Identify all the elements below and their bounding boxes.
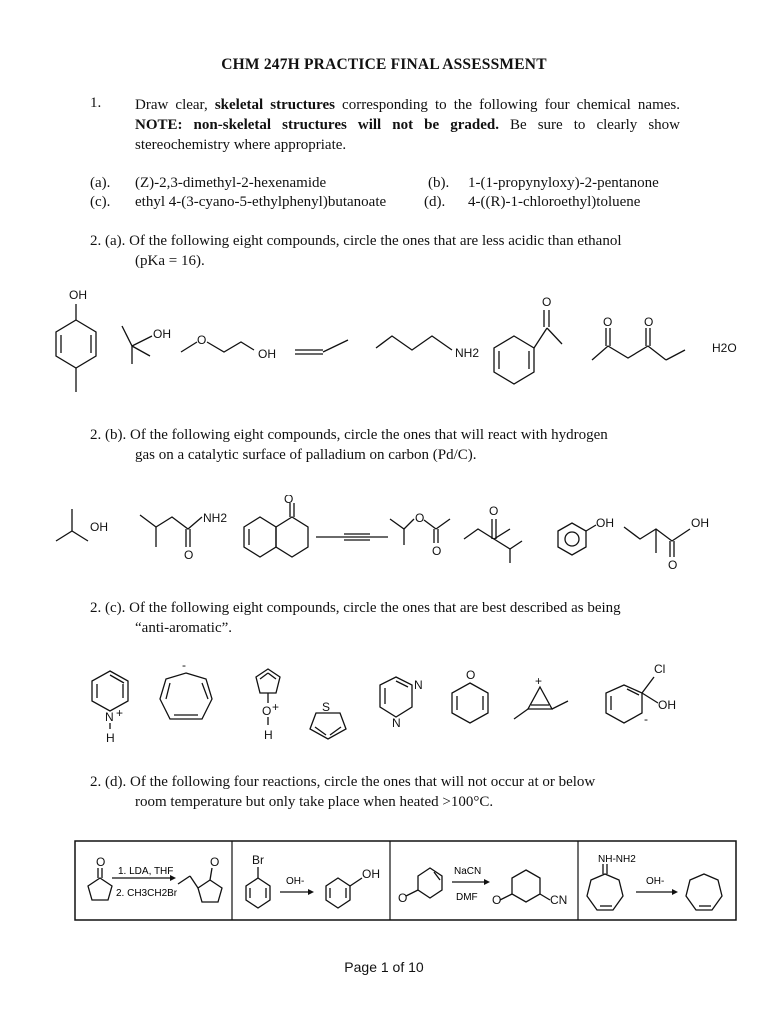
r3-reagent1: NaCN [454, 866, 482, 877]
q1-text-c: corresponding to the following four chemical names. [334, 97, 680, 113]
q2b-label-oh1: OH [90, 520, 108, 534]
r1-step2: 2. CH3CH2Br [116, 888, 178, 899]
q2a-label-o4: O [644, 315, 654, 329]
r1-o2: O [210, 855, 220, 869]
q2c-label-minus1: - [182, 658, 186, 672]
q2c-label-o2: O [466, 668, 476, 682]
part-a-label: (a). [90, 175, 111, 191]
q2a-label-o3: O [603, 315, 613, 329]
reaction-3 [398, 866, 567, 907]
q2c-label-minus2: - [644, 712, 648, 726]
q1-text-d: NOTE: non-skeletal structures will not be graded. [135, 117, 499, 133]
q2c-label-s: S [322, 700, 331, 714]
phenol-structure [558, 516, 614, 555]
part-d-name: 4-((R)-1-chloroethyl)toluene [468, 194, 641, 210]
q2b-structures [40, 495, 760, 575]
q2c-label-plus3: + [535, 674, 543, 688]
q2a-label-oh1: OH [69, 288, 87, 302]
tert-butanol-structure [122, 326, 171, 364]
r3-o2: O [492, 893, 502, 907]
r4-reagent: OH- [646, 876, 665, 887]
q2d-text [90, 772, 682, 812]
r4-nhnh2: NH-NH2 [598, 854, 636, 865]
q2c-label-o1: O [262, 704, 272, 718]
isopropyl-acetate-structure [390, 511, 450, 558]
q2d-line2: room temperature but only take place when heated >100°C. [135, 794, 494, 810]
cyclohexadienyl-anion-structure [606, 662, 676, 726]
q2c-label-plus1: + [116, 706, 124, 720]
q2d-line1: 2. (d). Of the following four reactions, circle the ones that will not occur at or below [90, 774, 596, 790]
p-cresol-structure [56, 288, 96, 392]
q2c-text [90, 598, 682, 638]
r3-o1: O [398, 891, 408, 905]
oxonium-furan-structure [256, 669, 280, 742]
q2b-label-o5: O [489, 504, 499, 518]
methylbutanamide-structure [140, 511, 227, 562]
question-1-text [135, 95, 680, 155]
q2b-label-o4: O [432, 544, 442, 558]
isobutanol-structure [56, 509, 108, 541]
r3-reagent2: DMF [456, 892, 478, 903]
page-title: CHM 247H PRACTICE FINAL ASSESSMENT [221, 56, 547, 73]
q2b-label-oh2: OH [596, 516, 614, 530]
r3-cn: CN [550, 893, 568, 907]
q2c-label-n1: N [105, 710, 114, 724]
q2c-label-cl: Cl [654, 662, 666, 676]
q2b-label-o7: O [668, 558, 678, 572]
q2a-label-h2o: H2O [712, 341, 737, 355]
tetralone-structure [244, 495, 308, 557]
pentylamine-structure [376, 336, 479, 360]
q2c-line1: 2. (c). Of the following eight compounds, circle the ones that are best described as being [90, 600, 621, 616]
r2-reagent: OH- [286, 876, 305, 887]
reaction-table [74, 840, 738, 922]
q2a-line2: (pKa = 16). [135, 253, 205, 269]
pyridinium-structure [92, 671, 128, 745]
q2a-structures [40, 280, 760, 400]
q2b-label-o1: O [184, 548, 194, 562]
q2a-label-oh2: OH [153, 327, 171, 341]
r2-br: Br [252, 853, 264, 867]
part-d-label: (d). [424, 194, 446, 210]
q2b-line1: 2. (b). Of the following eight compounds, circle the ones that will react with hydrogen [90, 427, 608, 443]
part-c-name: ethyl 4-(3-cyano-5-ethylphenyl)butanoate [135, 194, 387, 210]
methylpentanoic-acid-structure [40, 495, 709, 572]
methylpentanone-structure [464, 504, 522, 563]
r2-oh: OH [362, 867, 380, 881]
part-b-label: (b). [428, 175, 450, 191]
q2b-label-o2: O [284, 495, 294, 506]
reaction-4 [587, 854, 722, 910]
q2c-label-plus2: + [272, 700, 280, 714]
q2b-label-oh3: OH [691, 516, 709, 530]
methoxyethanol-structure [181, 333, 276, 361]
reaction-1 [88, 855, 222, 902]
part-b-name: 1-(1-propynyloxy)-2-pentanone [468, 175, 659, 191]
q1-text-b: skeletal structures [214, 97, 335, 113]
q2c-label-oh: OH [658, 698, 676, 712]
q2a-label-o1: O [197, 333, 207, 347]
pyran-structure [452, 668, 488, 723]
q2a-label-nh2: NH2 [455, 346, 480, 360]
q1-text-e: Be sure to clearly show stereochemistry where appropriate. [135, 117, 680, 153]
thiophene-structure [310, 700, 346, 739]
q2c-label-h1: H [106, 731, 115, 745]
question-1-number: 1. [90, 95, 102, 111]
methyl-acetoacetate-structure [592, 315, 685, 360]
butyne-structure [316, 534, 388, 540]
part-c-label: (c). [90, 194, 111, 210]
q2b-label-nh2: NH2 [203, 511, 228, 525]
butene-structure [295, 340, 348, 354]
q2b-line2: gas on a catalytic surface of palladium on carbon (Pd/C). [135, 447, 477, 463]
part-a-name: (Z)-2,3-dimethyl-2-hexenamide [135, 175, 327, 191]
q2b-label-o3: O [415, 511, 425, 525]
q2c-structures [40, 655, 760, 750]
r1-step1: 1. LDA, THF [118, 866, 174, 877]
q2c-label-h2: H [264, 728, 273, 742]
q2a-line1: 2. (a). Of the following eight compounds, circle the ones that are less acidic than ethanol [90, 233, 622, 249]
r1-o1: O [96, 855, 106, 869]
q2c-label-n3: N [392, 716, 401, 730]
acetophenone-structure [494, 295, 562, 384]
reaction-2 [246, 853, 380, 908]
q2a-text [90, 231, 682, 271]
q2a-label-oh3: OH [258, 347, 276, 361]
cyclopropenyl-cation-structure [514, 674, 568, 719]
pyrimidine-structure [380, 677, 423, 730]
cycloheptatrienyl-anion-structure [160, 658, 212, 719]
page-number: Page 1 of 10 [344, 959, 424, 975]
q2a-label-o2: O [542, 295, 552, 309]
q2b-text [90, 425, 682, 465]
q2c-label-n2: N [414, 678, 423, 692]
q2c-line2: “anti-aromatic”. [135, 620, 233, 636]
q1-text-a: Draw clear, [135, 97, 215, 113]
